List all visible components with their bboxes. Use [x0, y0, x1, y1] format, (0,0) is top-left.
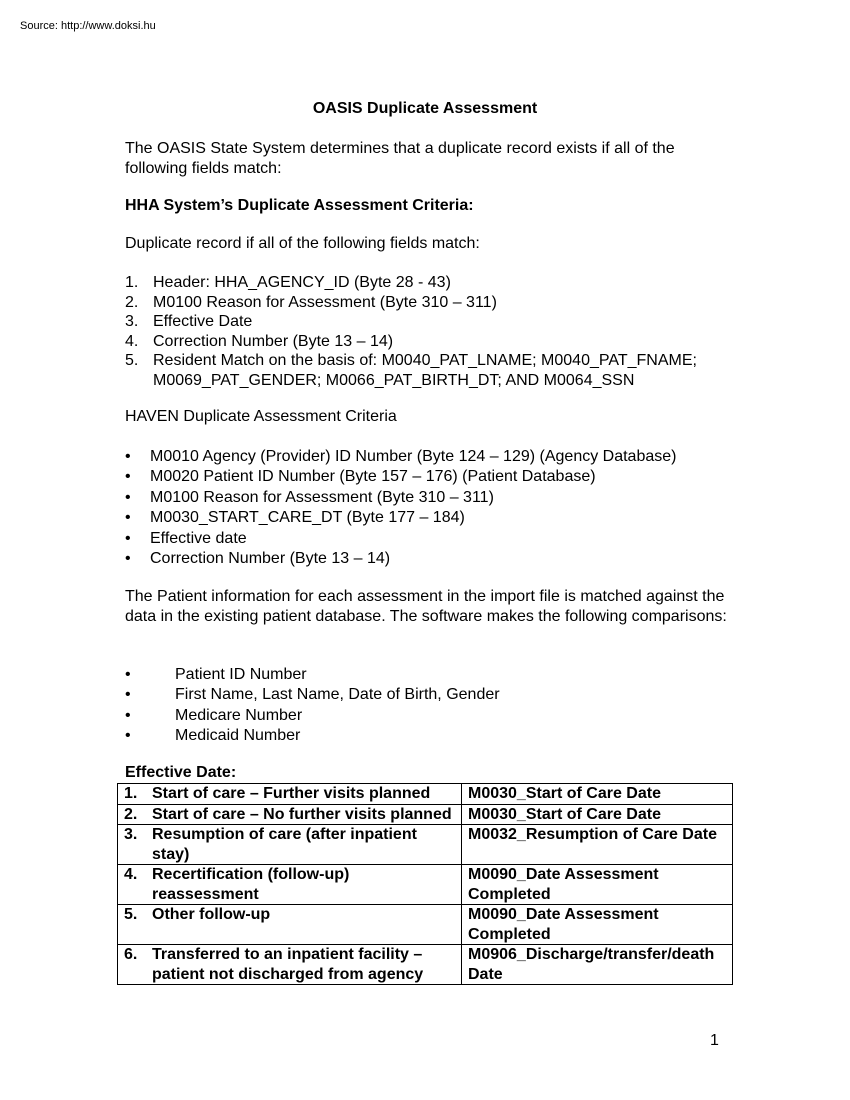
list-item: • Correction Number (Byte 13 – 14) [125, 550, 391, 568]
list-item: • Patient ID Number [125, 666, 307, 683]
list-item: • Effective date [125, 529, 247, 547]
date-cell: M0030_Start of Care Date [462, 784, 733, 805]
table-row [118, 905, 733, 945]
effective-date-table [117, 783, 733, 985]
list-item: 2. M0100 Reason for Assessment (Byte 310 – 311) [125, 293, 497, 311]
list-item: 5. Resident Match on the basis of: M0040_PAT_LNAME; M0040_PAT_FNAME; M0069_PAT_GENDER; M0066_PAT_BIRTH_DT; AND M0064_SSN [125, 352, 697, 389]
reason-cell: 2. Start of care – No further visits planned [118, 804, 462, 825]
reason-cell: 6. Transferred to an inpatient facility – patient not discharged from agency [118, 945, 462, 985]
table-row [118, 784, 733, 805]
intro-paragraph: The OASIS State System determines that a duplicate record exists if all of the following fields match: [125, 140, 675, 177]
table-row [118, 804, 733, 825]
source-line: Source: http://www.doksi.hu [20, 20, 156, 32]
list-item: • Medicare Number [125, 706, 303, 724]
reason-cell: 1. Start of care – Further visits planned [118, 784, 462, 805]
hha-criteria-list [125, 273, 735, 390]
date-cell: M0030_Start of Care Date [462, 804, 733, 825]
list-item: • M0020 Patient ID Number (Byte 157 – 176) (Patient Database) [125, 468, 596, 486]
haven-criteria-list [125, 447, 676, 569]
list-item: 1. Header: HHA_AGENCY_ID (Byte 28 - 43) [125, 274, 451, 291]
hha-lead: Duplicate record if all of the following fields match: [125, 235, 480, 252]
reason-cell: 3. Resumption of care (after inpatient stay) [118, 825, 462, 865]
reason-cell: 4. Recertification (follow-up) reassessment [118, 865, 462, 905]
table-row [118, 865, 733, 905]
page-number: 1 [710, 1032, 719, 1049]
list-item: • First Name, Last Name, Date of Birth, Gender [125, 686, 500, 704]
reason-cell: 5. Other follow-up [118, 905, 462, 945]
list-item: 4. Correction Number (Byte 13 – 14) [125, 332, 394, 350]
list-item: • M0030_START_CARE_DT (Byte 177 – 184) [125, 509, 465, 527]
date-cell: M0032_Resumption of Care Date [462, 825, 733, 865]
hha-heading: HHA System’s Duplicate Assessment Criteria: [125, 197, 474, 214]
effective-date-label: Effective Date: [125, 764, 237, 781]
patient-paragraph: The Patient information for each assessment in the import file is matched against the data in the existing patient database. The software makes the following comparisons: [125, 588, 727, 625]
list-item: • M0010 Agency (Provider) ID Number (Byte 124 – 129) (Agency Database) [125, 448, 677, 465]
date-cell: M0090_Date Assessment Completed [462, 865, 733, 905]
list-item: • M0100 Reason for Assessment (Byte 310 – 311) [125, 488, 494, 506]
page-title: OASIS Duplicate Assessment [312, 100, 538, 117]
date-cell: M0090_Date Assessment Completed [462, 905, 733, 945]
haven-heading: HAVEN Duplicate Assessment Criteria [125, 408, 397, 425]
list-item: 3. Effective Date [125, 313, 253, 330]
table-row [118, 825, 733, 865]
list-item: • Medicaid Number [125, 727, 301, 745]
date-cell: M0906_Discharge/transfer/death Date [462, 945, 733, 985]
comparison-list [125, 665, 500, 747]
table-row [118, 945, 733, 985]
